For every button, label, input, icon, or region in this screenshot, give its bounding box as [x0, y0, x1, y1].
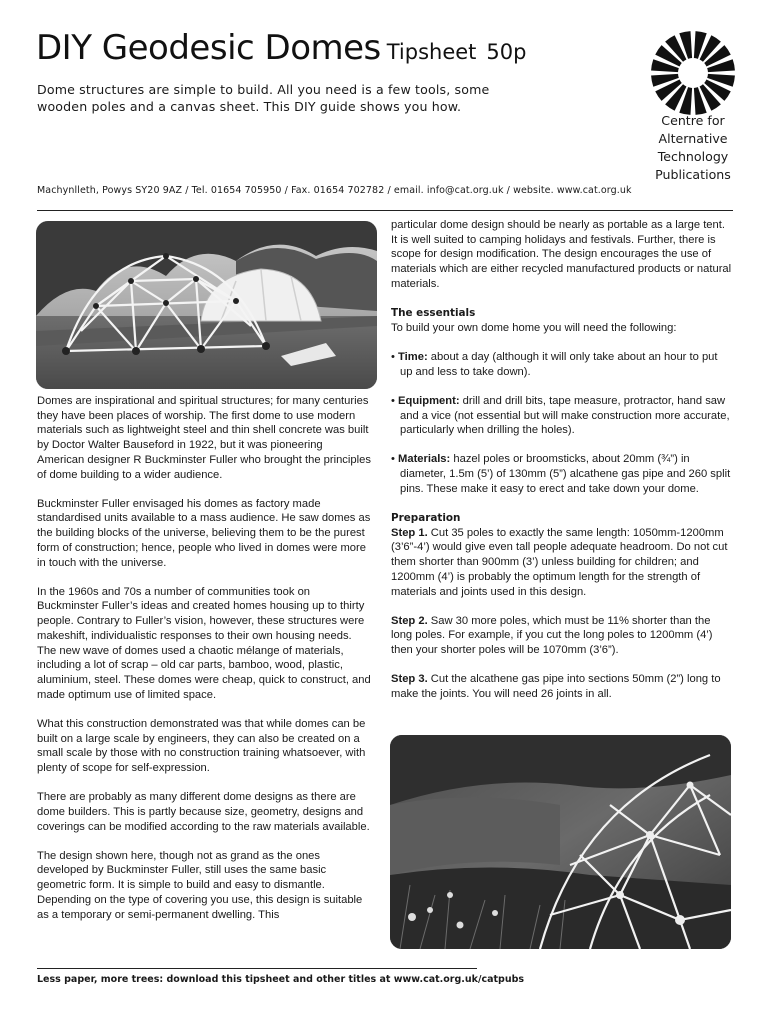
step-paragraph	[391, 526, 733, 600]
item-text: hazel poles or broomsticks, about 20mm (¾”) in diameter, 1.5m (5’) of 130mm (5”) alcathene gas pipe and 260 split pins. These make it easy to erect and take down your dome.	[400, 453, 731, 495]
publisher-line: Technology	[657, 149, 729, 164]
step-label: Step 3.	[391, 673, 428, 686]
item-text: about a day (although it will only take about an hour to put up and less to take down).	[400, 350, 718, 378]
item-text: drill and drill bits, tape measure, protractor, hand saw and a vice (not essential but will make construction more accurate, particularly when drilling the holes).	[400, 394, 730, 437]
body-paragraph: What this construction demonstrated was that while domes can be built on a large scale by engineers, they can also be created on a small scale by those with no construction training whatsoever, with plenty of scope for self-expression.	[37, 717, 366, 774]
step-label: Step 2.	[391, 614, 428, 627]
step-label: Step 1.	[391, 526, 428, 539]
publisher-line: Centre for	[661, 113, 725, 128]
essentials-list	[391, 350, 733, 497]
body-paragraph: Domes are inspirational and spiritual structures; for many centuries they have been places of worship. The first dome to use modern materials such as lightweight steel and thin shell concrete was built by Doctor Walter Bauseford in 1922, but it was pioneering American designer R Buckminster Fuller who brought the principles of dome building to a wider audience.	[37, 395, 371, 481]
item-label: Equipment:	[398, 394, 460, 407]
body-paragraph: particular dome design should be nearly as portable as a large tent. It is well suited to camping holidays and festivals. Further, there is scope for design modification. The design encourages the use of materials which are either recycled manufactured products or natural materials.	[391, 219, 732, 290]
step-text: Cut 35 poles to exactly the same length: 1050mm-1200mm (3’6”-4’) would give even tall people adequate headroom. Do not cut them shorter than 900mm (3’) unless building for children; and 1200mm (4’) is probably the optimum length for the strength of materials and joints used in this design.	[391, 526, 728, 598]
body-paragraph: The design shown here, though not as grand as the ones developed by Buckminster Fuller, still uses the same basic geometric form. It is simple to build and easy to dismantle. Depending on the type of covering you use, this design is suitable as a temporary or semi-permanent dwelling. This	[37, 849, 363, 921]
body-paragraph: There are probably as many different dome designs as there are dome builders. This is partly because size, geometry, designs and coverings can be modified according to the raw materials available.	[37, 791, 370, 833]
item-label: Materials:	[398, 453, 451, 466]
left-column	[37, 394, 372, 937]
step-text: Saw 30 more poles, which must be 11% shorter than the long poles. For example, if you cut the long poles to 1200mm (4’) then your shorter poles will be 1070mm (3’6”).	[391, 614, 713, 657]
intro-text: Dome structures are simple to build. All you need is a few tools, some wooden poles and a canvas sheet. This DIY guide shows you how.	[37, 82, 490, 114]
essentials-lead: To build your own dome home you will need the following:	[391, 321, 677, 334]
footer-text: Less paper, more trees: download this tipsheet and other titles at www.cat.org.uk/catpubs	[37, 974, 525, 985]
body-paragraph: In the 1960s and 70s a number of communities took on Buckminster Fuller’s ideas and created homes housing up to thirty people. Contrary to Fuller’s vision, however, these structures were makeshift, individualistic responses to their own housing needs. The new wave of domes used a chaotic mélange of materials, including a lot of scrap – old car parts, bamboo, wood, plastic, aluminium, steel. These domes were cheap, quick to construct, and made optimum use of limited space.	[37, 585, 371, 701]
right-column	[391, 218, 733, 716]
step-paragraph	[391, 672, 733, 701]
price-text: 50p	[486, 40, 527, 64]
list-item: • Time: about a day (although it will only take about an hour to put up and less to take down).	[391, 350, 718, 378]
publisher-name	[640, 112, 746, 184]
body-paragraph: Buckminster Fuller envisaged his domes as factory made standardised units available to a mass audience. He saw domes as the building blocks of the universe, believing them to be the purest form of construction; hence, people who lived in domes were more in touch with the universe.	[37, 497, 371, 569]
contact-line: Machynlleth, Powys SY20 9AZ / Tel. 01654 705950 / Fax. 01654 702782 / email. info@cat.org.uk / website. www.cat.org.uk	[37, 185, 632, 196]
garden-dome-photo	[390, 735, 731, 949]
page-title	[36, 28, 526, 68]
item-label: Time:	[398, 350, 428, 363]
section-heading-preparation: Preparation	[391, 512, 461, 525]
section-heading-essentials: The essentials	[391, 307, 476, 320]
title-text: DIY Geodesic Domes	[36, 28, 381, 68]
list-item: • Equipment: drill and drill bits, tape measure, protractor, hand saw and a vice (not essential but will make construction more accurate, particularly when drilling the holes).	[391, 394, 730, 437]
subtitle-text: Tipsheet	[386, 40, 477, 64]
list-item: • Materials: hazel poles or broomsticks, about 20mm (¾”) in diameter, 1.5m (5’) of 130mm (5”) alcathene gas pipe and 260 split pins. These make it easy to erect and take down your dome.	[391, 453, 731, 495]
cat-logo-icon	[650, 30, 736, 116]
header-divider	[37, 210, 733, 211]
publisher-line: Alternative	[658, 131, 728, 146]
footer-divider	[37, 968, 477, 969]
dome-frame-photo	[36, 221, 377, 389]
step-paragraph	[391, 614, 733, 658]
publisher-line: Publications	[655, 167, 731, 182]
step-text: Cut the alcathene gas pipe into sections 50mm (2”) long to make the joints. You will need 26 joints in all.	[391, 673, 721, 701]
